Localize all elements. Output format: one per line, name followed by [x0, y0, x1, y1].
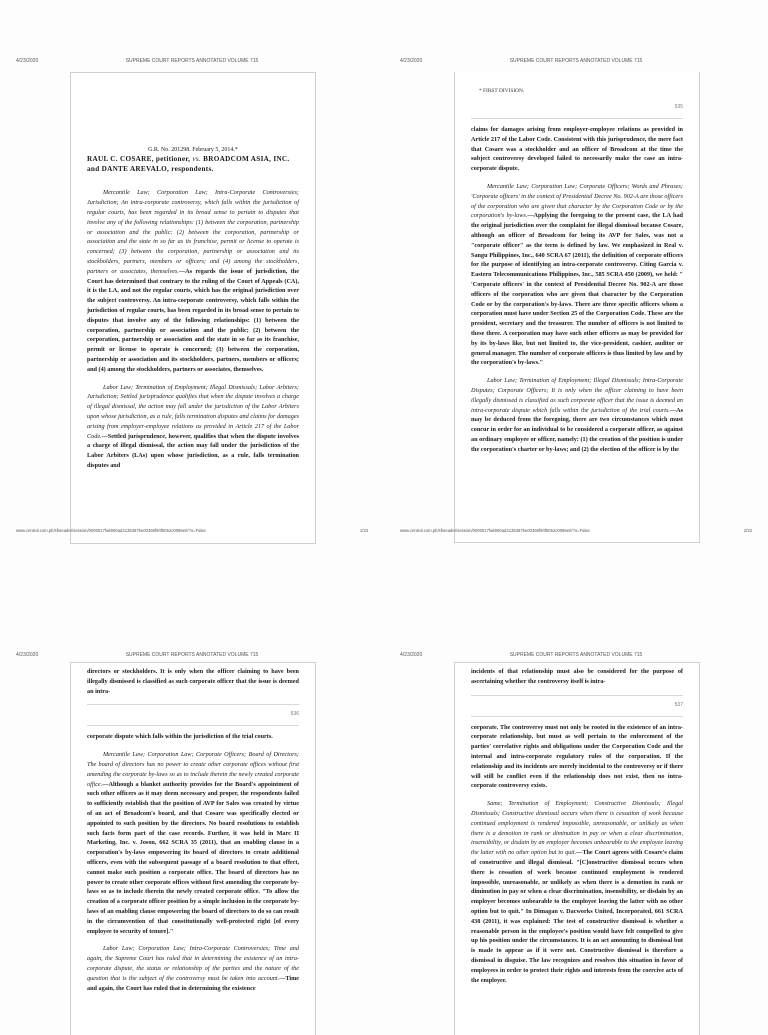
divider — [87, 704, 299, 705]
page-number: 537 — [674, 701, 683, 708]
print-title: SUPREME COURT REPORTS ANNOTATED VOLUME 715 — [509, 58, 643, 64]
print-date: 4/23/2020 — [400, 58, 423, 64]
document-sheet — [70, 662, 316, 1035]
footer-page: 1/23 — [359, 528, 368, 533]
body-paragraph: corporate. The controversy must not only be rooted in the existence of an intra-corporate relationship, but must as well pertain to the enforcement of the parties' correlative rights and obligations under the Corporation Code and the internal and intra-corporate regulatory rules of the corporation. If the relationship and its incidents are merely incidental to the controversy or if there will still be conflict even if the relationship does not exist, then no intra-corporate controversy exists. — [471, 723, 683, 790]
document-sheet — [454, 72, 700, 543]
print-header — [400, 58, 752, 66]
body-paragraph: claims for damages arising from employer-employee relations as provided in Article 217 of the Labor Code. Consistent with this jurisprudence, the mere fact that Cosare was a stockholder and an officer of Broadcom at the time the subject controversy developed failed to necessarily make the case an intra-corporate dispute. — [471, 126, 683, 173]
divider — [471, 118, 683, 119]
page-3 — [0, 512, 384, 1024]
footer-url: www.central.com.ph/sfsreader/session/0000017fa6060ad4135467be00368f60f5052c0096e/t/?o=False — [400, 528, 590, 533]
print-title: SUPREME COURT REPORTS ANNOTATED VOLUME 715 — [509, 652, 643, 658]
page-number: 536 — [290, 711, 299, 718]
document-sheet — [70, 72, 316, 544]
divider — [471, 695, 683, 696]
page-number: 535 — [674, 104, 683, 110]
print-header — [16, 652, 368, 660]
body-paragraph: corporate dispute which falls within the jurisdiction of the trial courts. — [87, 733, 273, 741]
print-header — [16, 58, 368, 66]
body-paragraph: directors or stockholders. It is only when the officer claiming to have been illegally dismissed is classified as such corporate officer that the issue is deemed an intra- — [87, 668, 299, 695]
syllabus-paragraph: Labor Law; Termination of Employment; Illegal Dismissals; Labor Arbiters; Jurisdiction; Settled jurisprudence qualifies that when the dispute involves a charge of illegal dismissal, the action may fall under the jurisdiction of the Labor Arbiters upon whose jurisdiction, as a rule, falls termination disputes and claims for damages arising from employer-employee relations as provided in Article 217 of the Labor Code.—Settled jurisprudence, however, qualifies that when the dispute involves a charge of illegal dismissal, the action may fall under the jurisdiction of the Labor Arbiters (LAs) upon whose jurisdiction, as a rule, falls termination disputes and — [87, 383, 299, 469]
footer-page: 2/23 — [743, 528, 752, 533]
divider — [87, 725, 299, 726]
syllabus-paragraph: Labor Law; Termination of Employment; Illegal Dismissals; Intra-Corporate Disputes; Corporate Officers; It is only when the officer claiming to have been illegally dismissed is classified as such corporate officer that the issue is deemed an intra-corporate dispute which falls within the jurisdiction of the trial courts.—As may be deduced from the foregoing, there are two circumstances which must concur in order for an individual to be considered a corporate officer, as against an ordinary employee or officer, namely: (1) the creation of the position is under the corporation's charter or by-laws; and (2) the election of the officer is by the — [471, 377, 683, 453]
divider — [471, 716, 683, 717]
footnote: * FIRST DIVISION. — [479, 88, 525, 94]
body-paragraph: incidents of that relationship must also be considered for the purpose of ascertaining whether the controversy itself is intra- — [471, 668, 683, 685]
print-title: SUPREME COURT REPORTS ANNOTATED VOLUME 715 — [125, 58, 259, 64]
print-header — [400, 652, 752, 660]
page-2 — [384, 0, 768, 533]
syllabus-paragraph: Mercantile Law; Corporation Law; Intra-Corporate Controversies; Jurisdiction; An intra-corporate controversy, which falls within the jurisdiction of regular courts, has been regarded in its broad sense to pertain to disputes that involve any of the following relationships: (1) between the corporation, partnership or association and the public; (2) between the corporation, partnership or association and the state in so far as its franchise, permit or license to operate is concerned; (3) between the corporation, partnership or association and its stockholders, partners, members or officers; and (4) among the stockholders, partners or associates, themselves.—As regards the issue of jurisdiction, the Court has determined that contrary to the ruling of the Court of Appeals (CA), it is the LA, and not the regular courts, which has the original jurisdiction over the subject controversy. An intra-corporate controversy, which falls within the jurisdiction of regular courts, has been regarded in its broad sense to pertain to disputes that involve any of the following relationships: (1) between the corporation, partnership or association and the public; (2) between the corporation, partnership or association and the state in so far as its franchise, permit or license to operate is concerned; (3) between the corporation, partnership or association and its stockholders, partners, members or officers; and (4) among the stockholders, partners or associates, themselves. — [87, 189, 299, 373]
syllabus-paragraph: Same; Termination of Employment; Constructive Dismissals; Illegal Dismissals; Constructive dismissal occurs when there is cessation of work because continued employment is rendered impossible, unreasonable, or unlikely as when there is a demotion in rank or diminution in pay or when a clear discrimination, insensibility, or disdain by an employer becomes unbearable to the employee leaving the latter with no other option but to quit.—The Court agrees with Cosare's claim of constructive and illegal dismissal. "[C]onstructive dismissal occurs when there is cessation of work because continued employment is rendered impossible, unreasonable, or unlikely as when there is a demotion in rank or diminution in pay or when a clear discrimination, insensibility, or disdain by an employer becomes unbearable to the employee leaving the latter with no other option but to quit." In Dimagan v. Dacworks United, Incorporated, 661 SCRA 438 (2011), it was explained: The test of constructive dismissal is whether a reasonable person in the employee's position would have felt compelled to give up his position under the circumstances. It is an act amounting to dismissal but is made to appear as if it were not. Constructive dismissal is therefore a dismissal in disguise. The law recognizes and resolves this situation in favor of employees in order to protect their rights and interests from the coercive acts of the employer. — [471, 800, 683, 984]
case-number: G.R. No. 201298. February 5, 2014.* — [148, 147, 238, 153]
print-date: 4/23/2020 — [400, 652, 423, 658]
case-parties: RAUL C. COSARE, petitioner, vs. BROADCOM ASIA, INC. and DANTE AREVALO, respondents. — [87, 155, 290, 173]
print-date: 4/23/2020 — [16, 652, 39, 658]
syllabus-paragraph: Mercantile Law; Corporation Law; Corporate Officers; Words and Phrases; 'Corporate officers' in the context of Presidential Decree No. 902-A are those officers of the corporation who are given that character by the Corporation Code or by the corporation's by-laws.—Applying the foregoing to the present case, the LA had the original jurisdiction over the complaint for illegal dismissal because Cosare, although an officer of Broadcom for being its AVP for Sales, was not a "corporate officer" as the term is defined by law. We emphasized in Real v. Sangu Philippines, Inc., 640 SCRA 67 (2011), the definition of corporate officers for the purpose of identifying an intra-corporate controversy. Citing Garcia v. Eastern Telecommunications Philippines, Inc., 585 SCRA 450 (2009), we held: " 'Corporate officers' in the context of Presidential Decree No. 902-A are those officers of the corporation who are given that character by the Corporation Code or by the corporation's by-laws. There are three specific officers whom a corporation must have under Section 25 of the Corporation Code. These are the president, secretary and the treasurer. The number of officers is not limited to these three. A corporation may have such other officers as may be provided for by its by-laws like, but not limited to, the vice-president, cashier, auditor or general manager. The number of corporate officers is thus limited by law and by the corporation's by-laws." — [471, 182, 683, 367]
page-1 — [0, 0, 384, 533]
footer-url: www.central.com.ph/sfsreader/session/0000017fa6060ad4135467be00368f60f5052c0096e/t/?o=False — [16, 528, 206, 533]
print-date: 4/23/2020 — [16, 58, 39, 64]
syllabus-paragraph: Labor Law; Corporation Law; Intra-Corporate Controversies; Time and again, the Supreme Court has ruled that in determining the existence of an intra-corporate dispute, the status or relationship of the parties and the nature of the question that is the subject of the controversy must be taken into account.—Time and again, the Court has ruled that in determining the existence — [87, 945, 299, 992]
page-4 — [384, 512, 768, 1024]
document-sheet — [454, 662, 700, 1035]
print-title: SUPREME COURT REPORTS ANNOTATED VOLUME 715 — [125, 652, 259, 658]
syllabus-paragraph: Mercantile Law; Corporation Law; Corporate Officers; Board of Directors; The board of directors has no power to create other corporate offices without first amending the corporate by-laws so as to include therein the newly created corporate office.—Although a blanket authority provides for the Board's appointment of such other officers as it may deem necessary and proper, the respondents failed to sufficiently establish that the position of AVP for Sales was created by virtue of an act of Broadcom's board, and that Cosare was specifically elected or appointed to such position by the directors. No board resolutions to establish such facts form part of the case records. Further, it was held in Marc II Marketing, Inc. v. Joson, 662 SCRA 35 (2011), that an enabling clause in a corporation's by-laws empowering its board of directors to create additional officers, even with the subsequent passage of a board resolution to that effect, cannot make such position a corporate office. The board of directors has no power to create other corporate offices without first amending the corporate by-laws so as to include therein the newly created corporate office. "To allow the creation of a corporate officer position by a simple inclusion in the corporate by-laws of an enabling clause empowering the board of directors to do so can result in the circumvention of that constitutionally well-protected right [of every employee to security of tenure]." — [87, 751, 300, 935]
